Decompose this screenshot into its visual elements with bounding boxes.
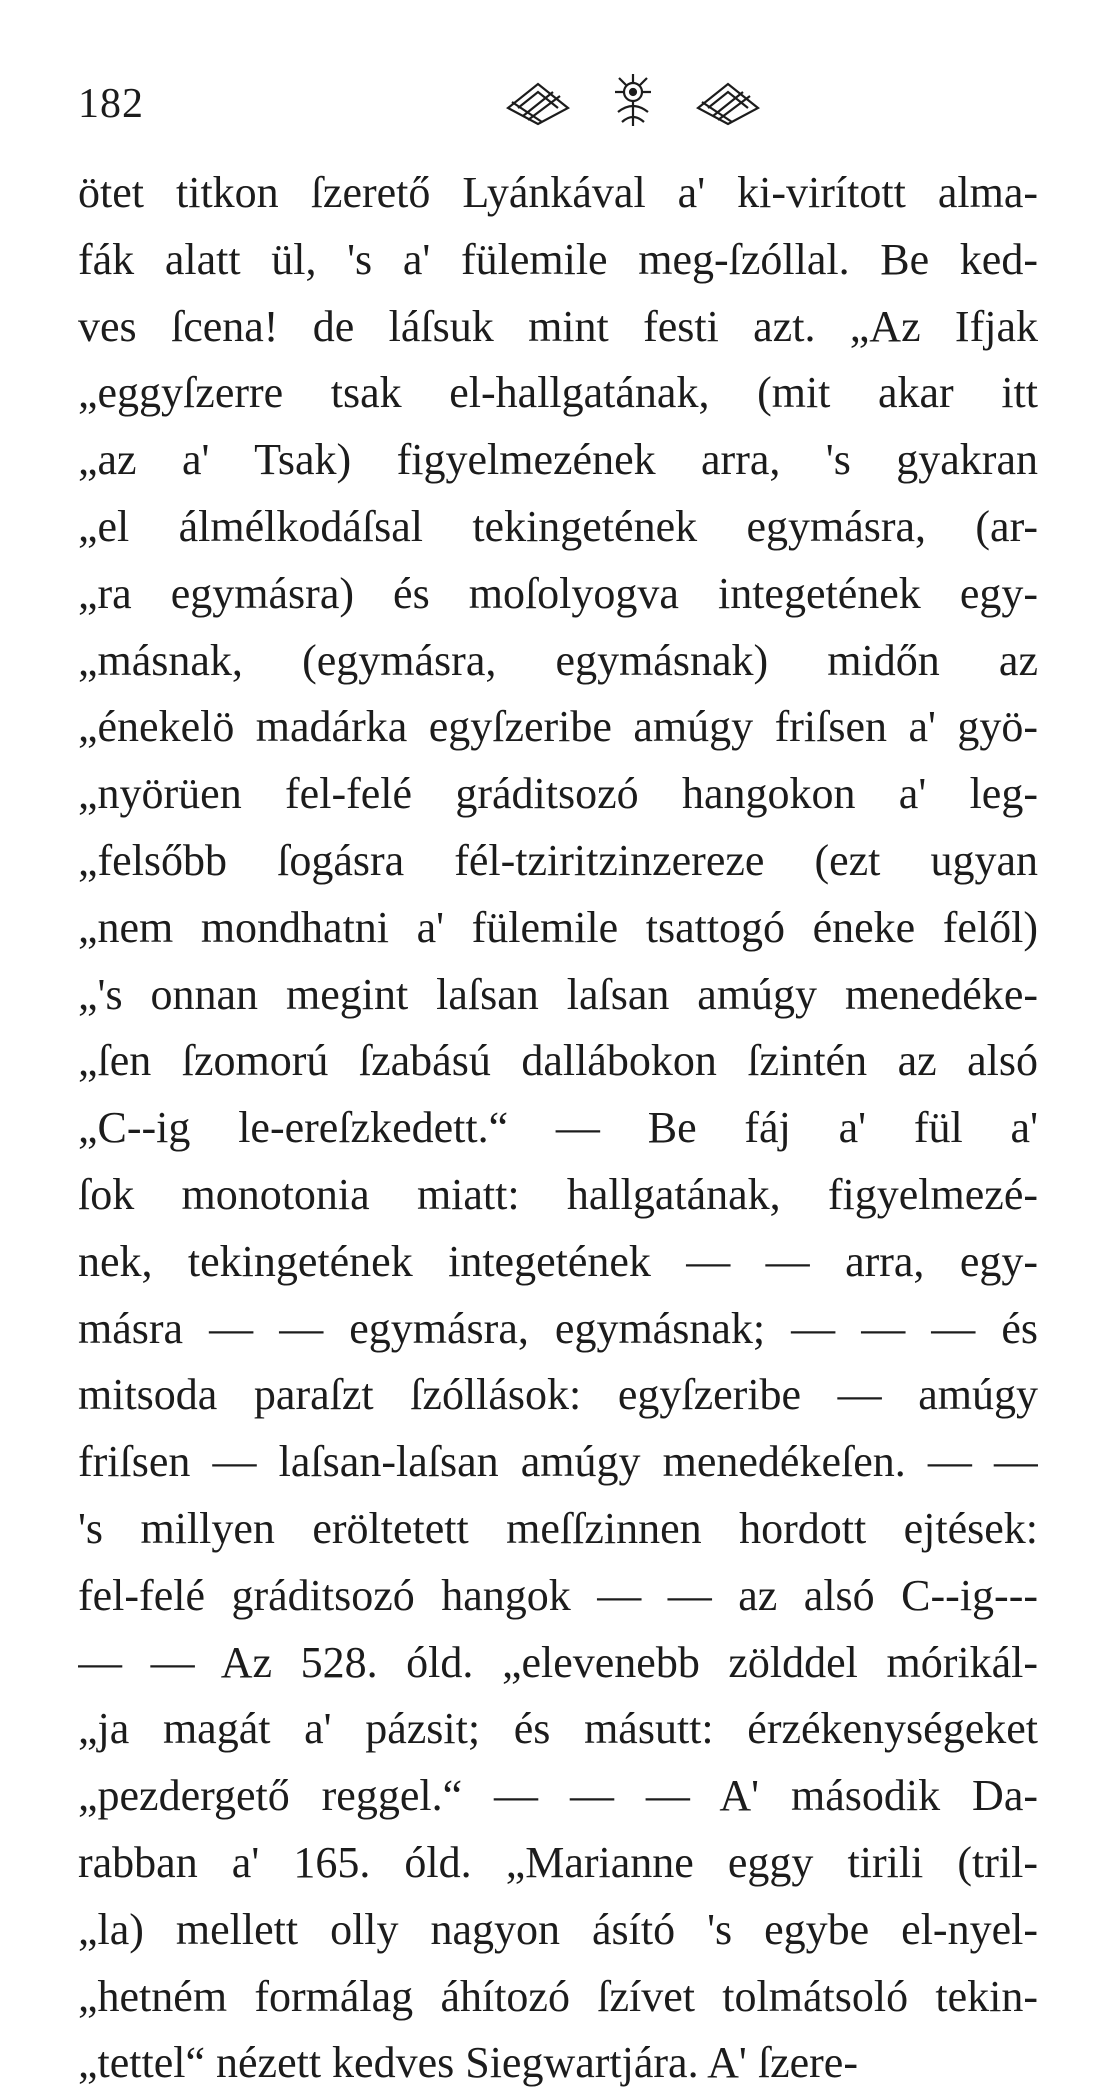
text-line: „C--ig le-ereſzkedett.“ — Be fáj a' fül a' <box>78 1103 1038 1153</box>
text-line: „el álmélkodáſsal tekingetének egymásra, (ar- <box>78 501 1038 551</box>
ornament-icon <box>498 66 768 138</box>
page-number: 182 <box>78 81 144 127</box>
text-line: „eggyſzerre tsak el-hallgatának, (mit akar itt <box>78 368 1038 418</box>
text-line: 's millyen eröltetett meſſzinnen hordott ejtések: <box>78 1503 1038 1553</box>
text-line: — — Az 528. óld. „elevenebb zölddel mórikál- <box>78 1637 1038 1687</box>
text-line: „hetném formálag áhítozó ſzívet tolmátsoló tekin- <box>78 1971 1038 2021</box>
text-line: „másnak, (egymásra, egymásnak) midőn az <box>78 635 1038 685</box>
text-line: „felsőbb ſogásra fél-tziritzinzereze (ezt ugyan <box>78 835 1038 885</box>
text-line: ves ſcena! de láſsuk mint festi azt. „Az Ifjak <box>78 301 1038 351</box>
text-line: „ja magát a' pázsit; és másutt: érzékenységeket <box>78 1704 1038 1754</box>
text-line: „tettel“ nézett kedves Siegwartjára. A' ſzere- <box>78 2038 858 2088</box>
text-line: fel-felé gráditsozó hangok — — az alsó C--ig--- <box>78 1570 1038 1620</box>
text-line: ötet titkon ſzerető Lyánkával a' ki-virított alma- <box>78 168 1038 217</box>
text-line: „nem mondhatni a' fülemile tsattogó éneke felől) <box>78 902 1038 952</box>
text-line: nek, tekingetének integetének — — arra, egy- <box>78 1236 1038 1286</box>
text-line: „la) mellett olly nagyon ásító 's egybe el-nyel- <box>78 1904 1038 1954</box>
text-line: „nyörüen fel-felé gráditsozó hangokon a' leg- <box>78 769 1038 819</box>
text-line: „énekelö madárka egyſzeribe amúgy friſsen a' gyö- <box>78 702 1038 752</box>
text-line: „'s onnan megint laſsan laſsan amúgy menedéke- <box>78 969 1038 1019</box>
text-line: friſsen — laſsan-laſsan amúgy menedékeſen. — — <box>78 1437 1038 1487</box>
body-text <box>78 160 1038 2097</box>
text-line: rabban a' 165. óld. „Marianne eggy tirili (tril- <box>78 1837 1038 1887</box>
text-line: „az a' Tsak) figyelmezének arra, 's gyakran <box>78 435 1038 485</box>
text-line: „pezdergető reggel.“ — — — A' második Da- <box>78 1771 1038 1821</box>
text-line: „ra egymásra) és moſolyogva integetének egy- <box>78 568 1038 618</box>
text-line: fák alatt ül, 's a' fülemile meg-ſzóllal. Be ked- <box>78 234 1038 284</box>
page-header <box>78 58 1038 138</box>
text-line: másra — — egymásra, egymásnak; — — — és <box>78 1303 1038 1353</box>
text-line: „ſen ſzomorú ſzabású dallábokon ſzintén az alsó <box>78 1036 1038 1086</box>
text-line: mitsoda paraſzt ſzóllások: egyſzeribe — amúgy <box>78 1370 1038 1420</box>
text-line: ſok monotonia miatt: hallgatának, figyelmezé- <box>78 1169 1038 1219</box>
